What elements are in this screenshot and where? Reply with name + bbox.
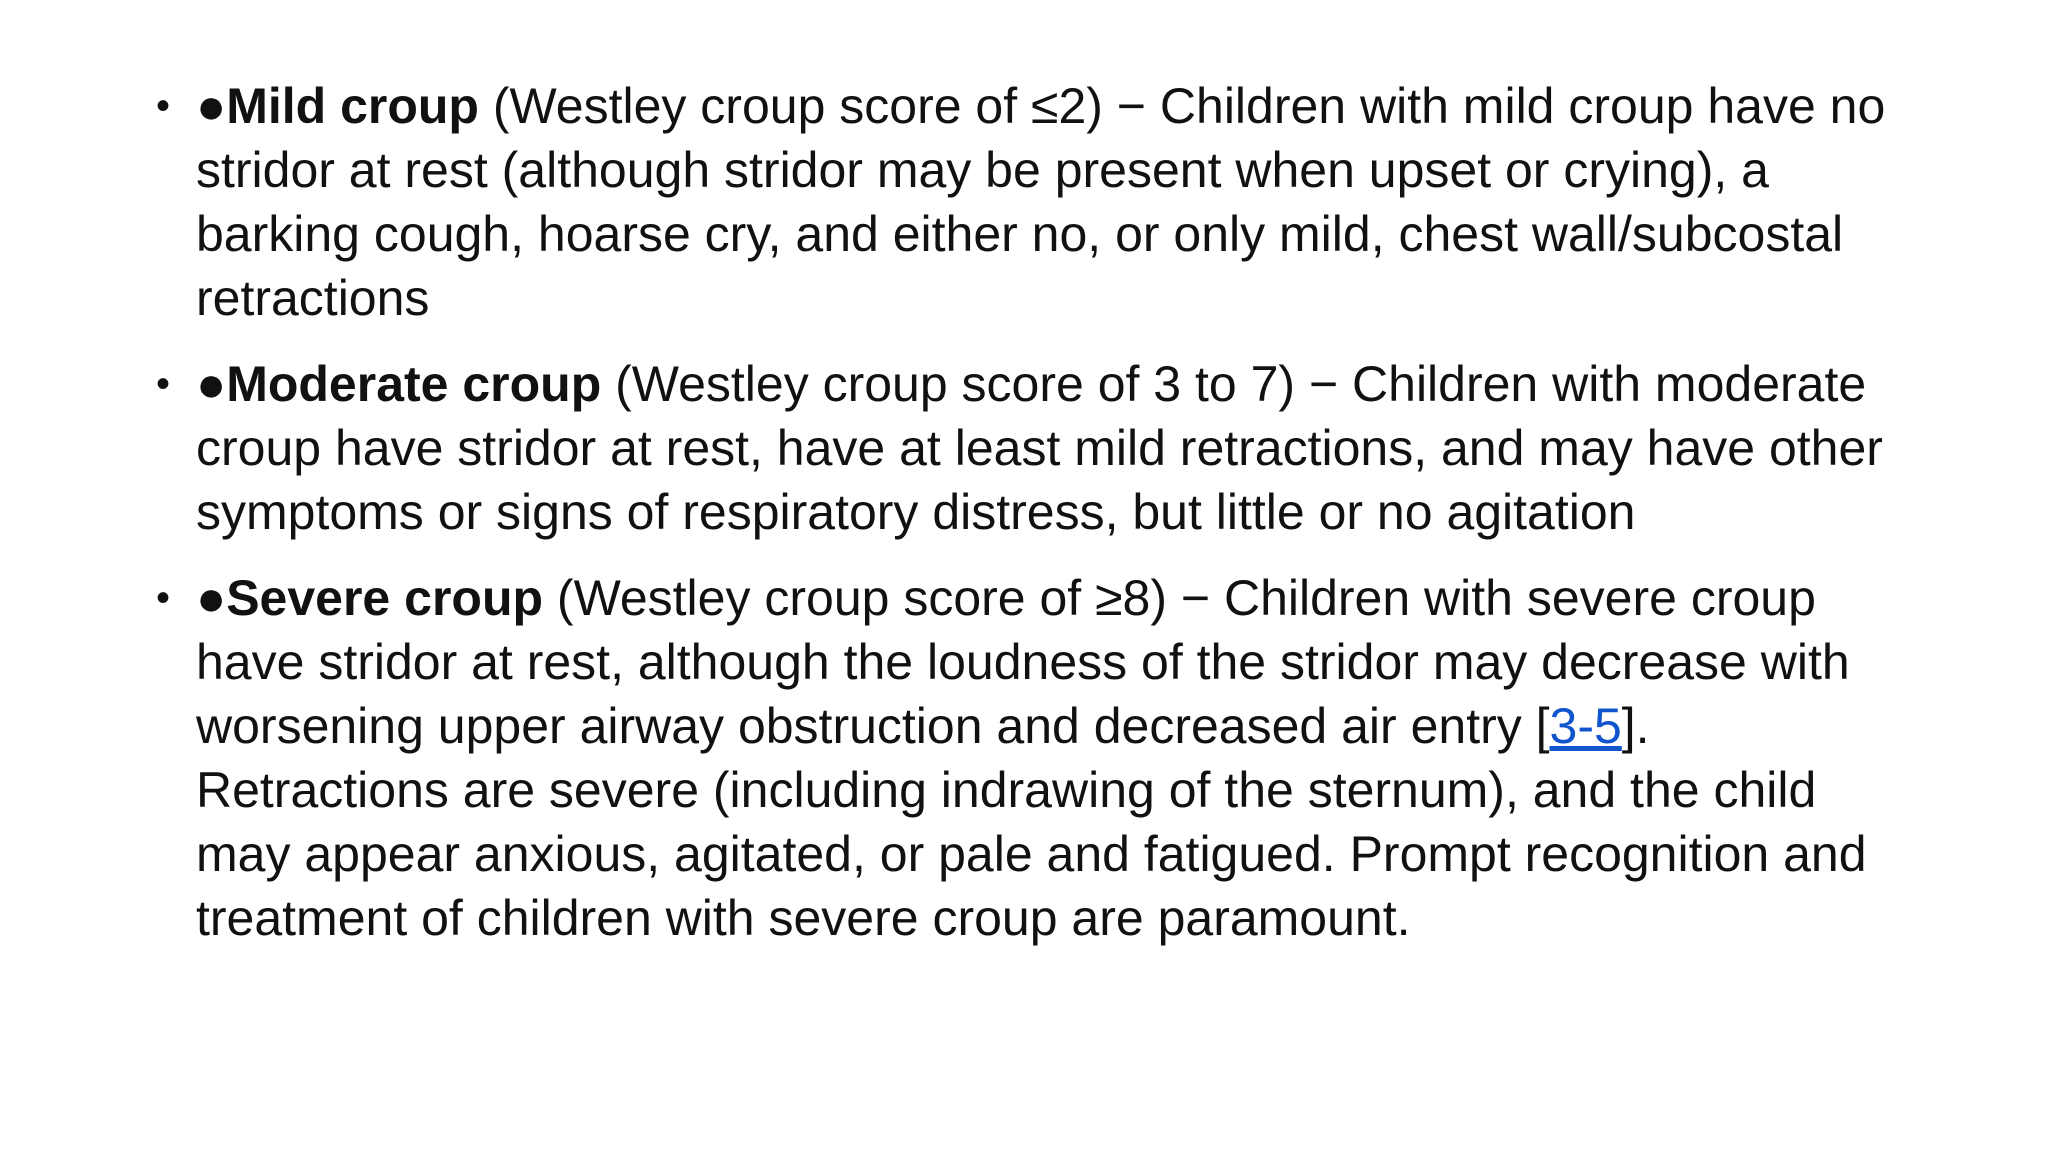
reference-link-3-5[interactable]: 3-5 [1549, 698, 1622, 754]
bullet-dot-icon: • [156, 576, 171, 620]
bullet-dot-icon: • [156, 362, 171, 406]
bullet-item-severe-croup [152, 566, 1892, 950]
bullet-lead-mild-croup: ●Mild croup [196, 78, 479, 134]
bullet-text-moderate-croup: (Westley croup score of 3 to 7) − Children with moderate croup have stridor at rest, have at least mild retractions, and may have other symptoms or signs of respiratory distress, but little or no agitation [196, 356, 1883, 540]
bullet-text-severe-croup-part2: ]. Retractions are severe (including indrawing of the sternum), and the child may appear anxious, agitated, or pale and fatigued. Prompt recognition and treatment of children with severe croup are paramount. [196, 698, 1867, 946]
bullet-dot-icon: • [156, 84, 171, 128]
bullet-item-moderate-croup [152, 352, 1892, 544]
bullet-text-mild-croup: (Westley croup score of ≤2) − Children with mild croup have no stridor at rest (although stridor may be present when upset or crying), a barking cough, hoarse cry, and either no, or only mild, chest wall/subcostal retractions [196, 78, 1886, 326]
bullet-lead-severe-croup: ●Severe croup [196, 570, 544, 626]
bullet-list [152, 74, 1892, 972]
bullet-item-mild-croup [152, 74, 1892, 330]
bullet-text-severe-croup-part1: (Westley croup score of ≥8) − Children with severe croup have stridor at rest, although the loudness of the stridor may decrease with worsening upper airway obstruction and decreased air entry [ [196, 570, 1850, 754]
bullet-lead-moderate-croup: ●Moderate croup [196, 356, 602, 412]
